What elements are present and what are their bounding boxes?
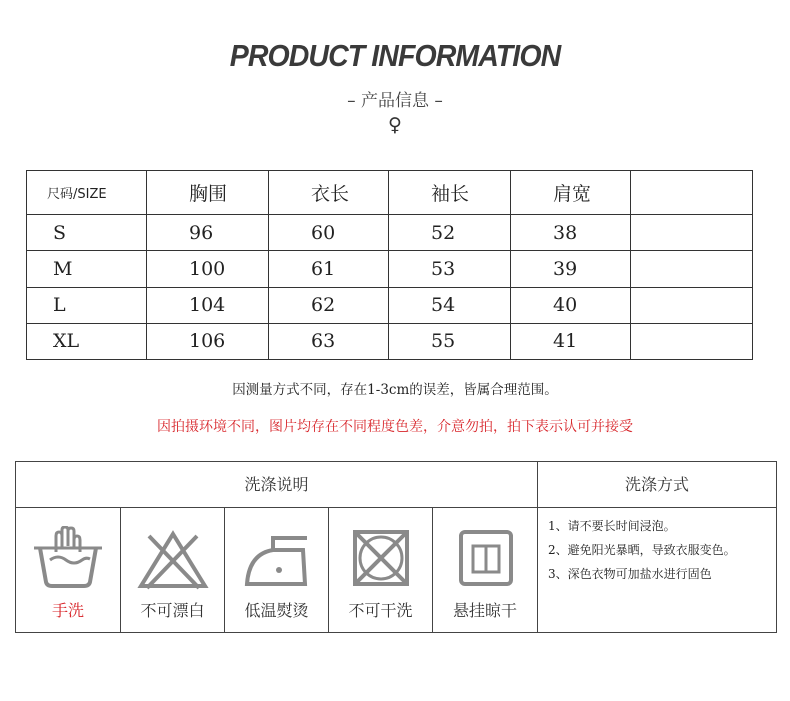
- table-cell: 62: [269, 287, 389, 323]
- low-iron-icon: [225, 526, 328, 594]
- care-label: 悬挂晾干: [452, 601, 517, 620]
- header-cell-shoulder: 肩宽: [511, 171, 631, 215]
- header-cell-bust: 胸围: [147, 171, 269, 215]
- care-cell-low-iron: [225, 508, 329, 632]
- color-notice: 因拍摄环境不同，图片均存在不同程度色差，介意勿拍，拍下表示认可并接受: [157, 419, 633, 435]
- table-cell: 63: [269, 323, 389, 359]
- table-cell: 53: [389, 251, 511, 287]
- header-cell-empty: [631, 171, 753, 215]
- table-cell: 96: [147, 215, 269, 251]
- table-cell: [631, 215, 753, 251]
- care-cell-no-dry-clean: [329, 508, 433, 632]
- hand-wash-icon: [16, 526, 120, 594]
- care-cell-no-bleach: [121, 508, 225, 632]
- table-cell: L: [27, 287, 147, 323]
- care-cell-hand-wash: [16, 508, 121, 632]
- table-cell: 41: [511, 323, 631, 359]
- care-method-item: 2、避免阳光暴晒，导致衣服变色。: [548, 543, 736, 557]
- table-cell: 38: [511, 215, 631, 251]
- care-method-item: 1、请不要长时间浸泡。: [548, 519, 676, 533]
- table-cell: 55: [389, 323, 511, 359]
- care-cell-hang-dry: [433, 508, 538, 632]
- header-cell-size: 尺码/SIZE: [27, 171, 147, 215]
- table-cell: 106: [147, 323, 269, 359]
- table-cell: 61: [269, 251, 389, 287]
- care-method-item: 3、深色衣物可加盐水进行固色: [548, 567, 712, 581]
- female-icon: ♀: [388, 114, 402, 136]
- table-cell: 39: [511, 251, 631, 287]
- table-cell: 52: [389, 215, 511, 251]
- care-method-title: 洗涤方式: [538, 462, 776, 508]
- care-table: [15, 461, 777, 633]
- table-cell: S: [27, 215, 147, 251]
- care-instructions-title: 洗涤说明: [16, 462, 538, 508]
- care-label: 低温熨烫: [244, 601, 309, 620]
- table-cell: [631, 323, 753, 359]
- no-dry-clean-icon: [329, 526, 432, 594]
- table-cell: 104: [147, 287, 269, 323]
- table-cell: M: [27, 251, 147, 287]
- measurement-note: 因测量方式不同，存在1-3cm的误差，皆属合理范围。: [232, 382, 558, 398]
- table-cell: XL: [27, 323, 147, 359]
- size-table: [26, 170, 753, 360]
- header-cell-sleeve: 袖长: [389, 171, 511, 215]
- table-row: [27, 251, 753, 287]
- no-bleach-icon: [121, 526, 224, 594]
- table-cell: 40: [511, 287, 631, 323]
- care-label: 不可干洗: [348, 601, 413, 620]
- table-cell: 60: [269, 215, 389, 251]
- table-row: [27, 323, 753, 359]
- table-row: [27, 287, 753, 323]
- table-cell: 100: [147, 251, 269, 287]
- care-label: 手洗: [51, 601, 84, 620]
- size-table-header-row: [27, 171, 753, 215]
- table-cell: [631, 251, 753, 287]
- table-cell: [631, 287, 753, 323]
- header-cell-length: 衣长: [269, 171, 389, 215]
- page-title: PRODUCT INFORMATION: [229, 38, 561, 73]
- care-method-list: [538, 508, 776, 632]
- page-subtitle: – 产品信息 –: [347, 91, 443, 111]
- table-cell: 54: [389, 287, 511, 323]
- care-label: 不可漂白: [140, 601, 205, 620]
- table-row: [27, 215, 753, 251]
- hang-dry-icon: [433, 526, 537, 594]
